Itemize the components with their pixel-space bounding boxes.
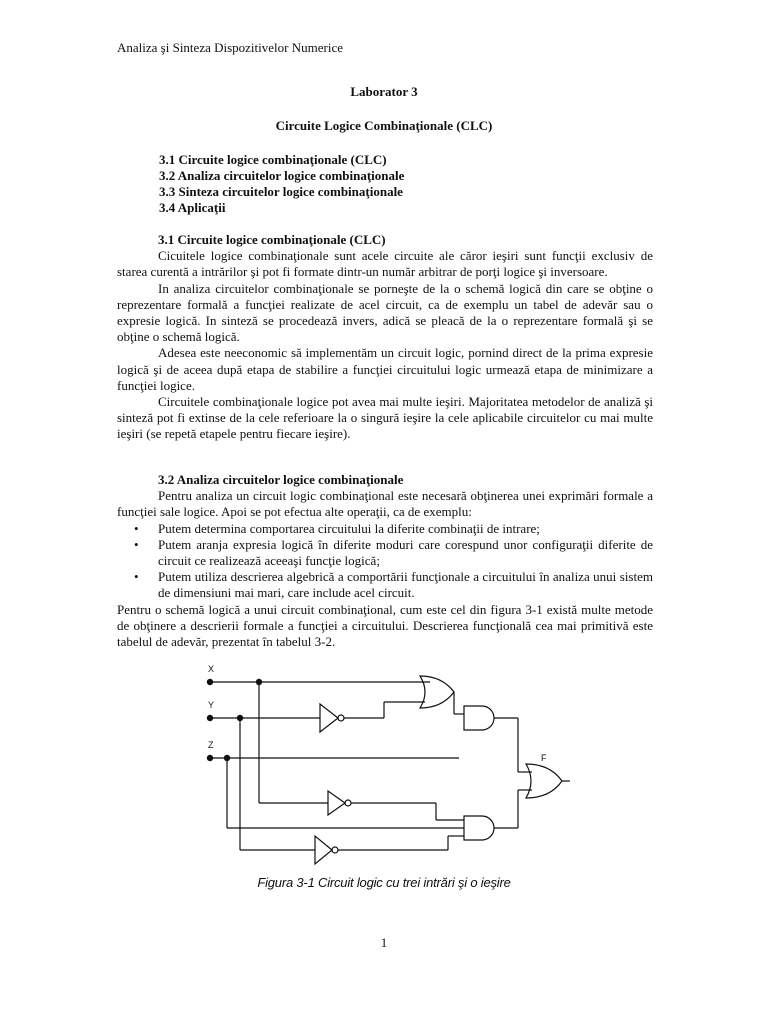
running-header: Analiza şi Sinteza Dispozitivelor Numerice xyxy=(117,40,343,55)
list-item-text: Putem aranja expresia logică în diferite moduri care corespund unor configuraţii diferite de circuit ce realizează aceeaşi funcţie logică; xyxy=(158,536,653,569)
bullet-list xyxy=(117,521,653,602)
paragraph: Cicuitele logice combinaţionale sunt acele circuite ale căror ieşiri sunt funcţii exclusiv de starea curentă a intrărilor şi pot fi formate dintr-un număr arbitrar de porţi logice şi inversoare. xyxy=(117,248,653,280)
table-of-contents xyxy=(159,152,404,216)
list-item xyxy=(117,521,653,537)
bullet-icon: • xyxy=(134,536,139,552)
figure-caption: Figura 3-1 Circuit logic cu trei intrări şi o ieşire xyxy=(257,875,511,890)
list-item xyxy=(117,537,653,569)
paragraph: Circuitele combinaţionale logice pot avea mai multe ieşiri. Majoritatea metodelor de analiză şi sinteză pot fi extinse de la cele referioare la o singură ieşire la cele aplicabile circuitelor cu mai multe ieşiri (se repetă etapele pentru fiecare ieşire). xyxy=(117,394,653,442)
section-1-heading: 3.1 Circuite logice combinaţionale (CLC) xyxy=(158,232,386,247)
bullet-icon: • xyxy=(134,569,139,585)
toc-item: 3.2 Analiza circuitelor logice combinaţionale xyxy=(159,168,405,183)
list-item xyxy=(117,569,653,601)
page-number: 1 xyxy=(380,935,388,950)
input-label-x: X xyxy=(208,664,215,674)
output-label-f: F xyxy=(541,753,547,763)
input-label-y: Y xyxy=(208,700,215,710)
toc-item: 3.3 Sinteza circuitelor logice combinaţionale xyxy=(159,184,403,199)
paragraph: In analiza circuitelor combinaţionale se porneşte de la o schemă logică din care se obţine o reprezentare formală a funcţiei realizate de acel circuit, ca de exemplu un tabel de adevăr sau o expresie logică. In sinteză se procedează invers, adică se pleacă de la o reprezentare formală şi se obţine o schemă logică. xyxy=(117,280,653,345)
toc-item: 3.4 Aplicaţii xyxy=(159,200,226,215)
paragraph: Pentru o schemă logică a unui circuit combinaţional, cum este cel din figura 3-1 există multe metode de obţinere a descrierii formale a funcţiei a circuitului. Descrierea funcţională cea mai primitivă este tabelul de adevăr, prezentat în tabelul 3-2. xyxy=(117,601,653,650)
logic-circuit-diagram xyxy=(200,660,570,872)
paragraph: Pentru analiza un circuit logic combinaţional este necesară obţinerea unei exprimări formale a funcţiei sale logice. Apoi se pot efectua alte operaţii, ca de exemplu: xyxy=(117,488,653,520)
list-item-text: Putem determina comportarea circuitului la diferite combinaţii de intrare; xyxy=(158,520,540,536)
chapter-title: Circuite Logice Combinaţionale (CLC) xyxy=(275,118,493,133)
input-label-z: Z xyxy=(208,740,214,750)
lab-title: Laborator 3 xyxy=(350,84,418,99)
section-2-heading: 3.2 Analiza circuitelor logice combinaţionale xyxy=(158,472,404,487)
section-1 xyxy=(117,232,653,443)
bullet-icon: • xyxy=(134,520,139,536)
list-item-text: Putem utiliza descrierea algebrică a comportării funcţionale a circuitului în analiza unui sistem de dimensiuni mai mari, care include acel circuit. xyxy=(158,569,653,601)
toc-item: 3.1 Circuite logice combinaţionale (CLC) xyxy=(159,152,387,167)
paragraph: Adesea este neeconomic să implementăm un circuit logic, pornind direct de la prima expresie logică şi de aceea după etapa de stabilire a funcţiei circuitului logic urmează etapa de minimizare a funcţiei logice. xyxy=(117,345,653,393)
section-2 xyxy=(117,472,653,650)
